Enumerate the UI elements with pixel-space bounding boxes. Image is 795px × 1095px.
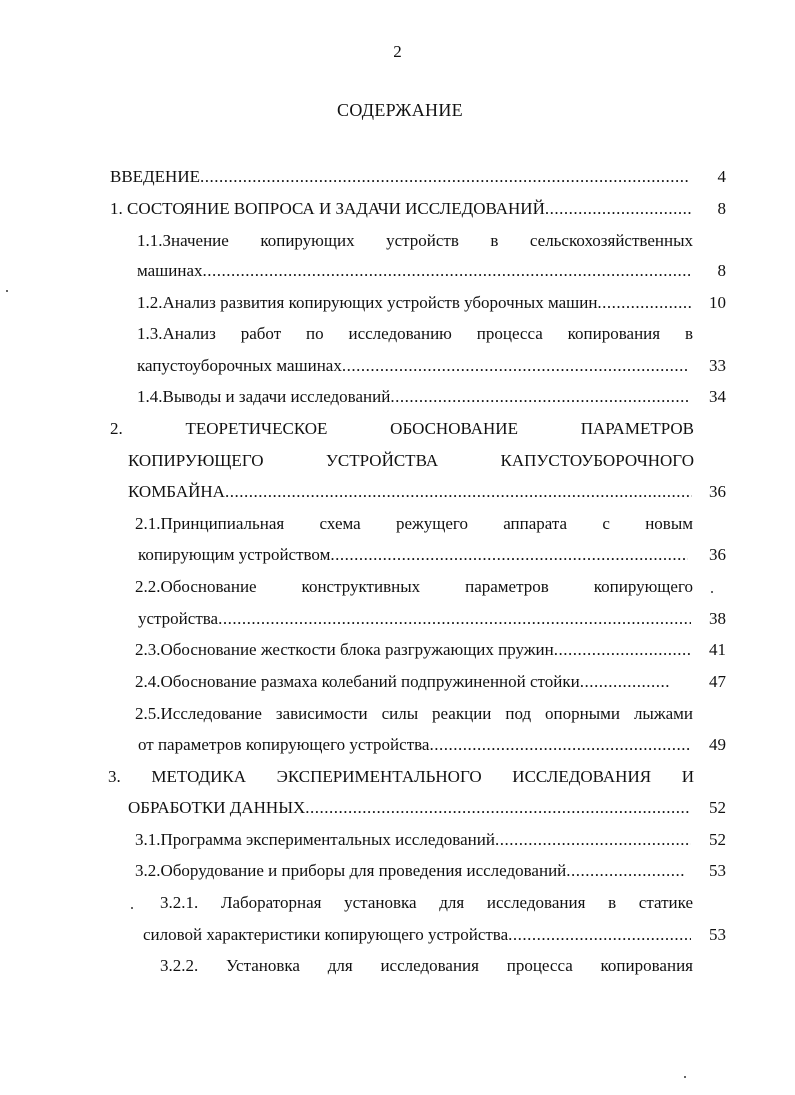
leader-dots [580,669,671,695]
toc-entry-1-4 [137,384,688,410]
toc-entry-1-3-cont [137,353,688,379]
toc-page-number: 41 [709,640,726,659]
scan-speck [711,591,713,593]
toc-entry-chapter-2-cont: КОПИРУЮЩЕГО УСТРОЙСТВА КАПУСТОУБОРОЧНОГО [128,451,694,470]
toc-entry-1-1: 1.1.Значение копирующих устройств в сельскохозяйственных [137,231,693,250]
toc-page-number: 53 [709,925,726,944]
page-number: 2 [393,42,402,61]
toc-page-number: 52 [709,830,726,849]
toc-entry-text: 3.2.Оборудование и приборы для проведения исследований [135,861,567,880]
toc-entry-chapter-3: 3. МЕТОДИКА ЭКСПЕРИМЕНТАЛЬНОГО ИССЛЕДОВАНИЯ И [108,767,694,786]
toc-entry-chapter-1 [110,196,692,222]
toc-entry-text: 1. СОСТОЯНИЕ ВОПРОСА И ЗАДАЧИ ИССЛЕДОВАНИЙ [110,199,545,218]
leader-dots [305,795,690,821]
toc-entry-text: 2.3.Обоснование жесткости блока разгружающих пружин [135,640,554,659]
toc-page-number: 36 [709,482,726,501]
leader-dots [429,732,691,758]
toc-entry-chapter-3-cont [128,795,690,821]
toc-page-number: 34 [709,387,726,406]
toc-entry-chapter-2-end [128,479,692,505]
toc-entry-text: капустоуборочных машинах [137,356,342,375]
leader-dots [203,258,690,284]
toc-entry-1-1-cont [137,258,690,284]
toc-entry-2-4 [135,669,671,695]
leader-dots [554,637,691,663]
toc-page-number: 49 [709,735,726,754]
toc-page-number: 38 [709,609,726,628]
toc-entry-text: машинах [137,261,203,280]
toc-entry-2-1: 2.1.Принципиальная схема режущего аппарата с новым [135,514,693,533]
toc-page-number: 36 [709,545,726,564]
toc-entry-chapter-2: 2. ТЕОРЕТИЧЕСКОЕ ОБОСНОВАНИЕ ПАРАМЕТРОВ [110,419,694,438]
leader-dots [495,827,691,853]
leader-dots [390,384,688,410]
leader-dots [566,858,686,884]
toc-entry-1-2 [137,290,693,316]
toc-entry-2-5: 2.5.Исследование зависимости силы реакции под опорными лыжами [135,704,693,723]
leader-dots [342,353,688,379]
leader-dots [225,479,692,505]
toc-entry-text: 3.1.Программа экспериментальных исследований [135,830,495,849]
toc-page-number: 52 [709,798,726,817]
toc-entry-text: 2.4.Обоснование размаха колебаний подпружиненной стойки [135,672,580,691]
toc-entry-2-2: 2.2.Обоснование конструктивных параметров копирующего [135,577,693,596]
page-title: СОДЕРЖАНИЕ [337,100,463,120]
toc-entry-3-2-1-cont [143,922,691,948]
toc-entry-text: устройства [138,609,219,628]
toc-entry-3-2-1: 3.2.1. Лабораторная установка для исследования в статике [160,893,693,912]
toc-entry-text: от параметров копирующего устройства [138,735,430,754]
toc-entry-3-2-2: 3.2.2. Установка для исследования процесса копирования [160,956,693,975]
toc-entry-text: ОБРАБОТКИ ДАННЫХ [128,798,306,817]
toc-entry-2-3 [135,637,691,663]
toc-page-number: 8 [717,199,726,218]
toc-entry-2-1-cont [138,542,688,568]
leader-dots [218,606,691,632]
leader-dots [545,196,692,222]
leader-dots [200,164,690,190]
toc-entry-text: 1.4.Выводы и задачи исследований [137,387,391,406]
toc-entry-3-1 [135,827,691,853]
toc-entry-2-5-cont [138,732,691,758]
toc-entry-3-2 [135,858,686,884]
toc-entry-text: 1.2.Анализ развития копирующих устройств уборочных машин [137,293,598,312]
toc-page-number: 8 [717,261,726,280]
toc-page-number: 33 [709,356,726,375]
toc-page-number: 10 [709,293,726,312]
toc-entry-introduction [110,164,690,190]
toc-entry-text: ВВЕДЕНИЕ [110,167,200,186]
leader-dots [597,290,693,316]
leader-dots [330,542,688,568]
toc-entry-2-2-cont [138,606,691,632]
toc-page-number: 47 [709,672,726,691]
toc-entry-1-3: 1.3.Анализ работ по исследованию процесса копирования в [137,324,693,343]
toc-entry-text: копирующим устройством [138,545,331,564]
scan-speck [684,1076,686,1078]
leader-dots [508,922,691,948]
toc-page-number: 53 [709,861,726,880]
scan-speck [131,907,133,909]
scan-speck [6,290,8,292]
toc-entry-text: силовой характеристики копирующего устройства [143,925,509,944]
toc-entry-text: КОМБАЙНА [128,482,225,501]
toc-page-number: 4 [717,167,726,186]
